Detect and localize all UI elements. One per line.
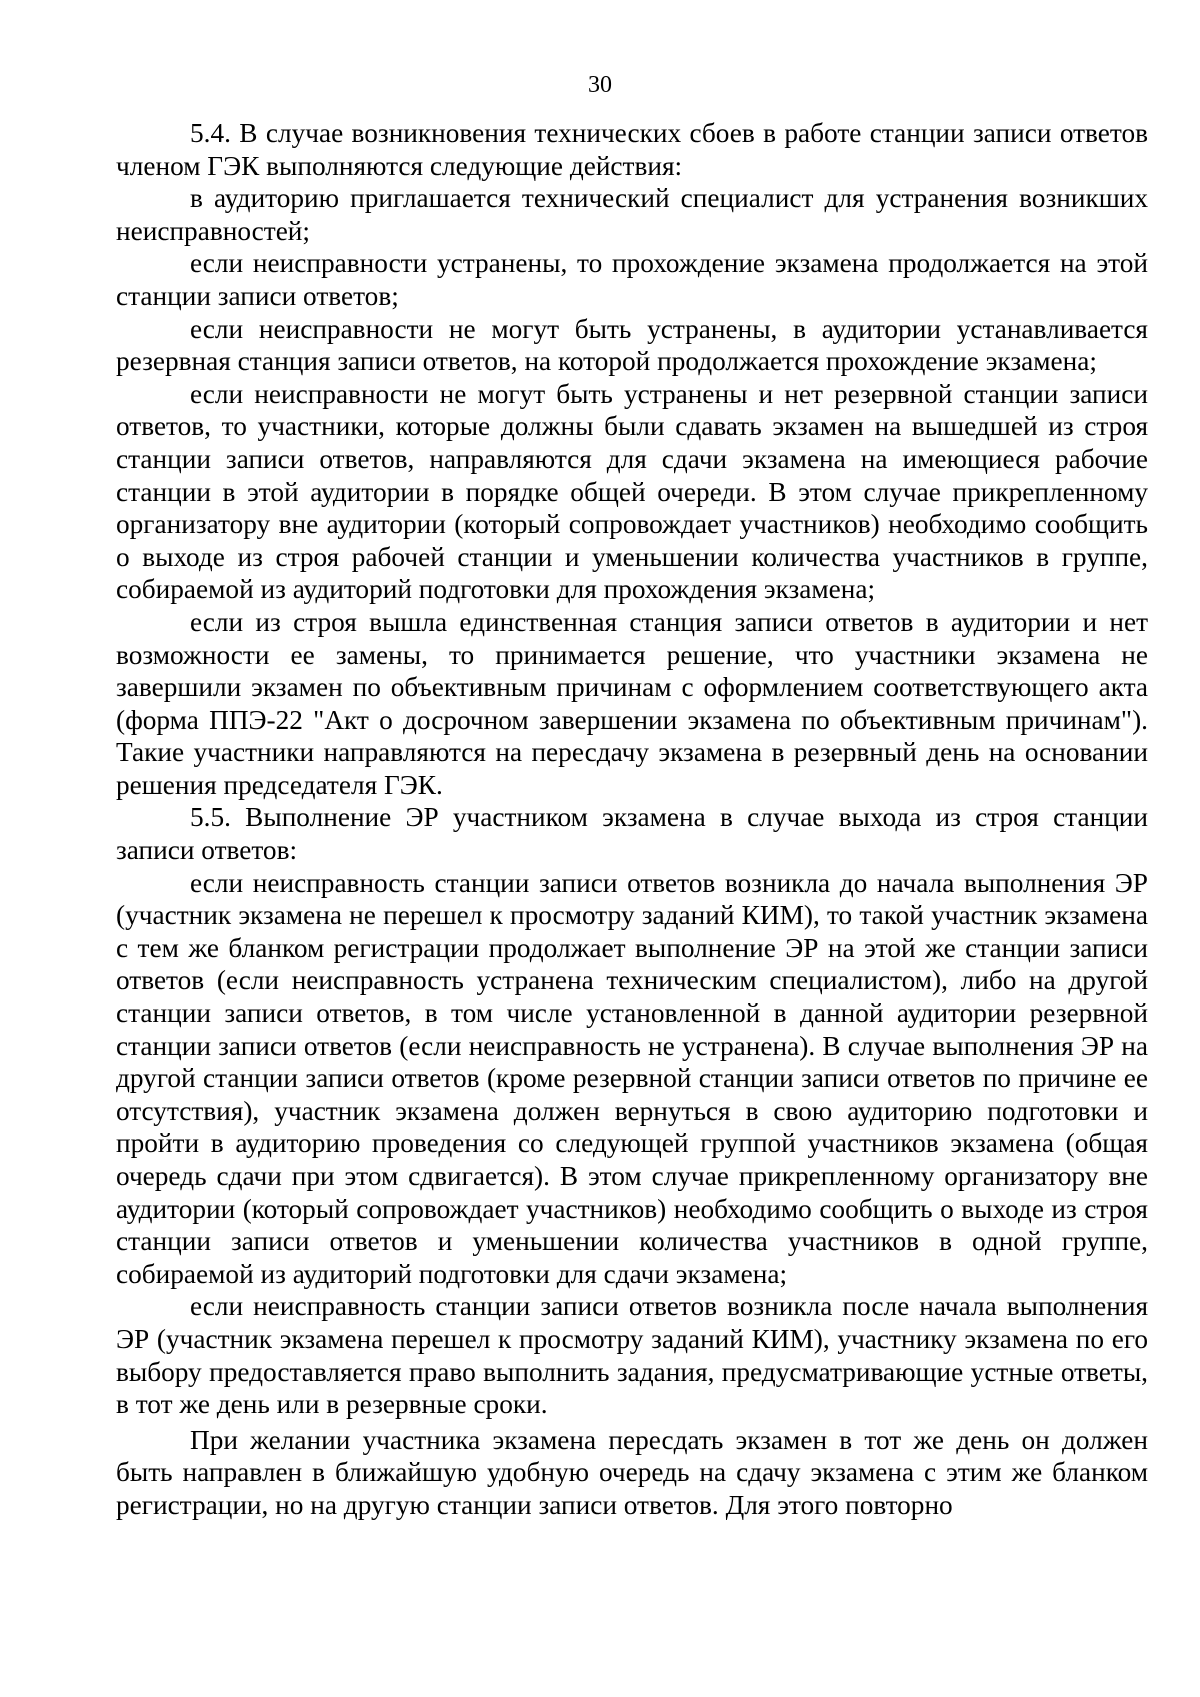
paragraph-no-reserve-station: если неисправности не могут быть устранены и нет резервной станции записи ответов, то участники, которые должны были сдавать экзамен на вышедшей из строя станции записи ответов, направляются для сдачи экзамена на имеющиеся рабочие станции в этой аудитории в порядке общей очереди. В этом случае прикрепленному организатору вне аудитории (который сопровождает участников) необходимо сообщить о выходе из строя рабочей станции и уменьшении количества участников в группе, собираемой из аудиторий подготовки для прохождения экзамена;	[116, 378, 1148, 605]
paragraph-reserve-station: если неисправности не могут быть устранены, в аудитории устанавливается резервная станция записи ответов, на которой продолжается прохождение экзамена;	[116, 313, 1148, 377]
paragraph-fault-after-start: если неисправность станции записи ответов возникла после начала выполнения ЭР (участник экзамена перешел к просмотру заданий КИМ), участнику экзамена по его выбору предоставляется право выполнить задания, предусматривающие устные ответы, в тот же день или в резервные сроки.	[116, 1291, 1148, 1420]
paragraph-retake-same-day: При желании участника экзамена пересдать экзамен в тот же день он должен быть направлен в ближайшую удобную очередь на сдачу экзамена с этим же бланком регистрации, но на другую станции записи ответов. Для этого повторно	[116, 1424, 1148, 1520]
paragraph-fault-before-start: если неисправность станции записи ответов возникла до начала выполнения ЭР (участник экзамена не перешел к просмотру заданий КИМ), то такой участник экзамена с тем же бланком регистрации продолжает выполнение ЭР на этой же станции записи ответов (если неисправность устранена техническим специалистом), либо на другой станции записи ответов, в том числе установленной в данной аудитории резервной станции записи ответов (если неисправность не устранена). В случае выполнения ЭР на другой станции записи ответов (кроме резервной станции записи ответов по причине ее отсутствия), участник экзамена должен вернуться в свою аудиторию подготовки и пройти в аудиторию проведения со следующей группой участников экзамена (общая очередь сдачи при этом сдвигается). В этом случае прикрепленному организатору вне аудитории (который сопровождает участников) необходимо сообщить о выходе из строя станции записи ответов и уменьшении количества участников в одной группе, собираемой из аудиторий подготовки для сдачи экзамена;	[116, 867, 1148, 1289]
document-body	[116, 117, 1148, 1522]
paragraph-faults-fixed: если неисправности устранены, то прохождение экзамена продолжается на этой станции записи ответов;	[116, 248, 1148, 311]
paragraph-single-station-failed: если из строя вышла единственная станция записи ответов в аудитории и нет возможности ее замены, то принимается решение, что участники экзамена не завершили экзамен по объективным причинам с оформлением соответствующего акта (форма ППЭ-22 "Акт о досрочном завершении экзамена по объективным причинам"). Такие участники направляются на пересдачу экзамена в резервный день на основании решения председателя ГЭК.	[116, 606, 1148, 800]
page-number: 30	[588, 72, 612, 98]
paragraph-invite-specialist: в аудиторию приглашается технический специалист для устранения возникших неисправностей;	[116, 183, 1148, 246]
paragraph-5-4-intro: 5.4. В случае возникновения технических сбоев в работе станции записи ответов членом ГЭК выполняются следующие действия:	[116, 118, 1148, 181]
paragraph-5-5-intro: 5.5. Выполнение ЭР участником экзамена в случае выхода из строя станции записи ответов:	[116, 802, 1148, 866]
